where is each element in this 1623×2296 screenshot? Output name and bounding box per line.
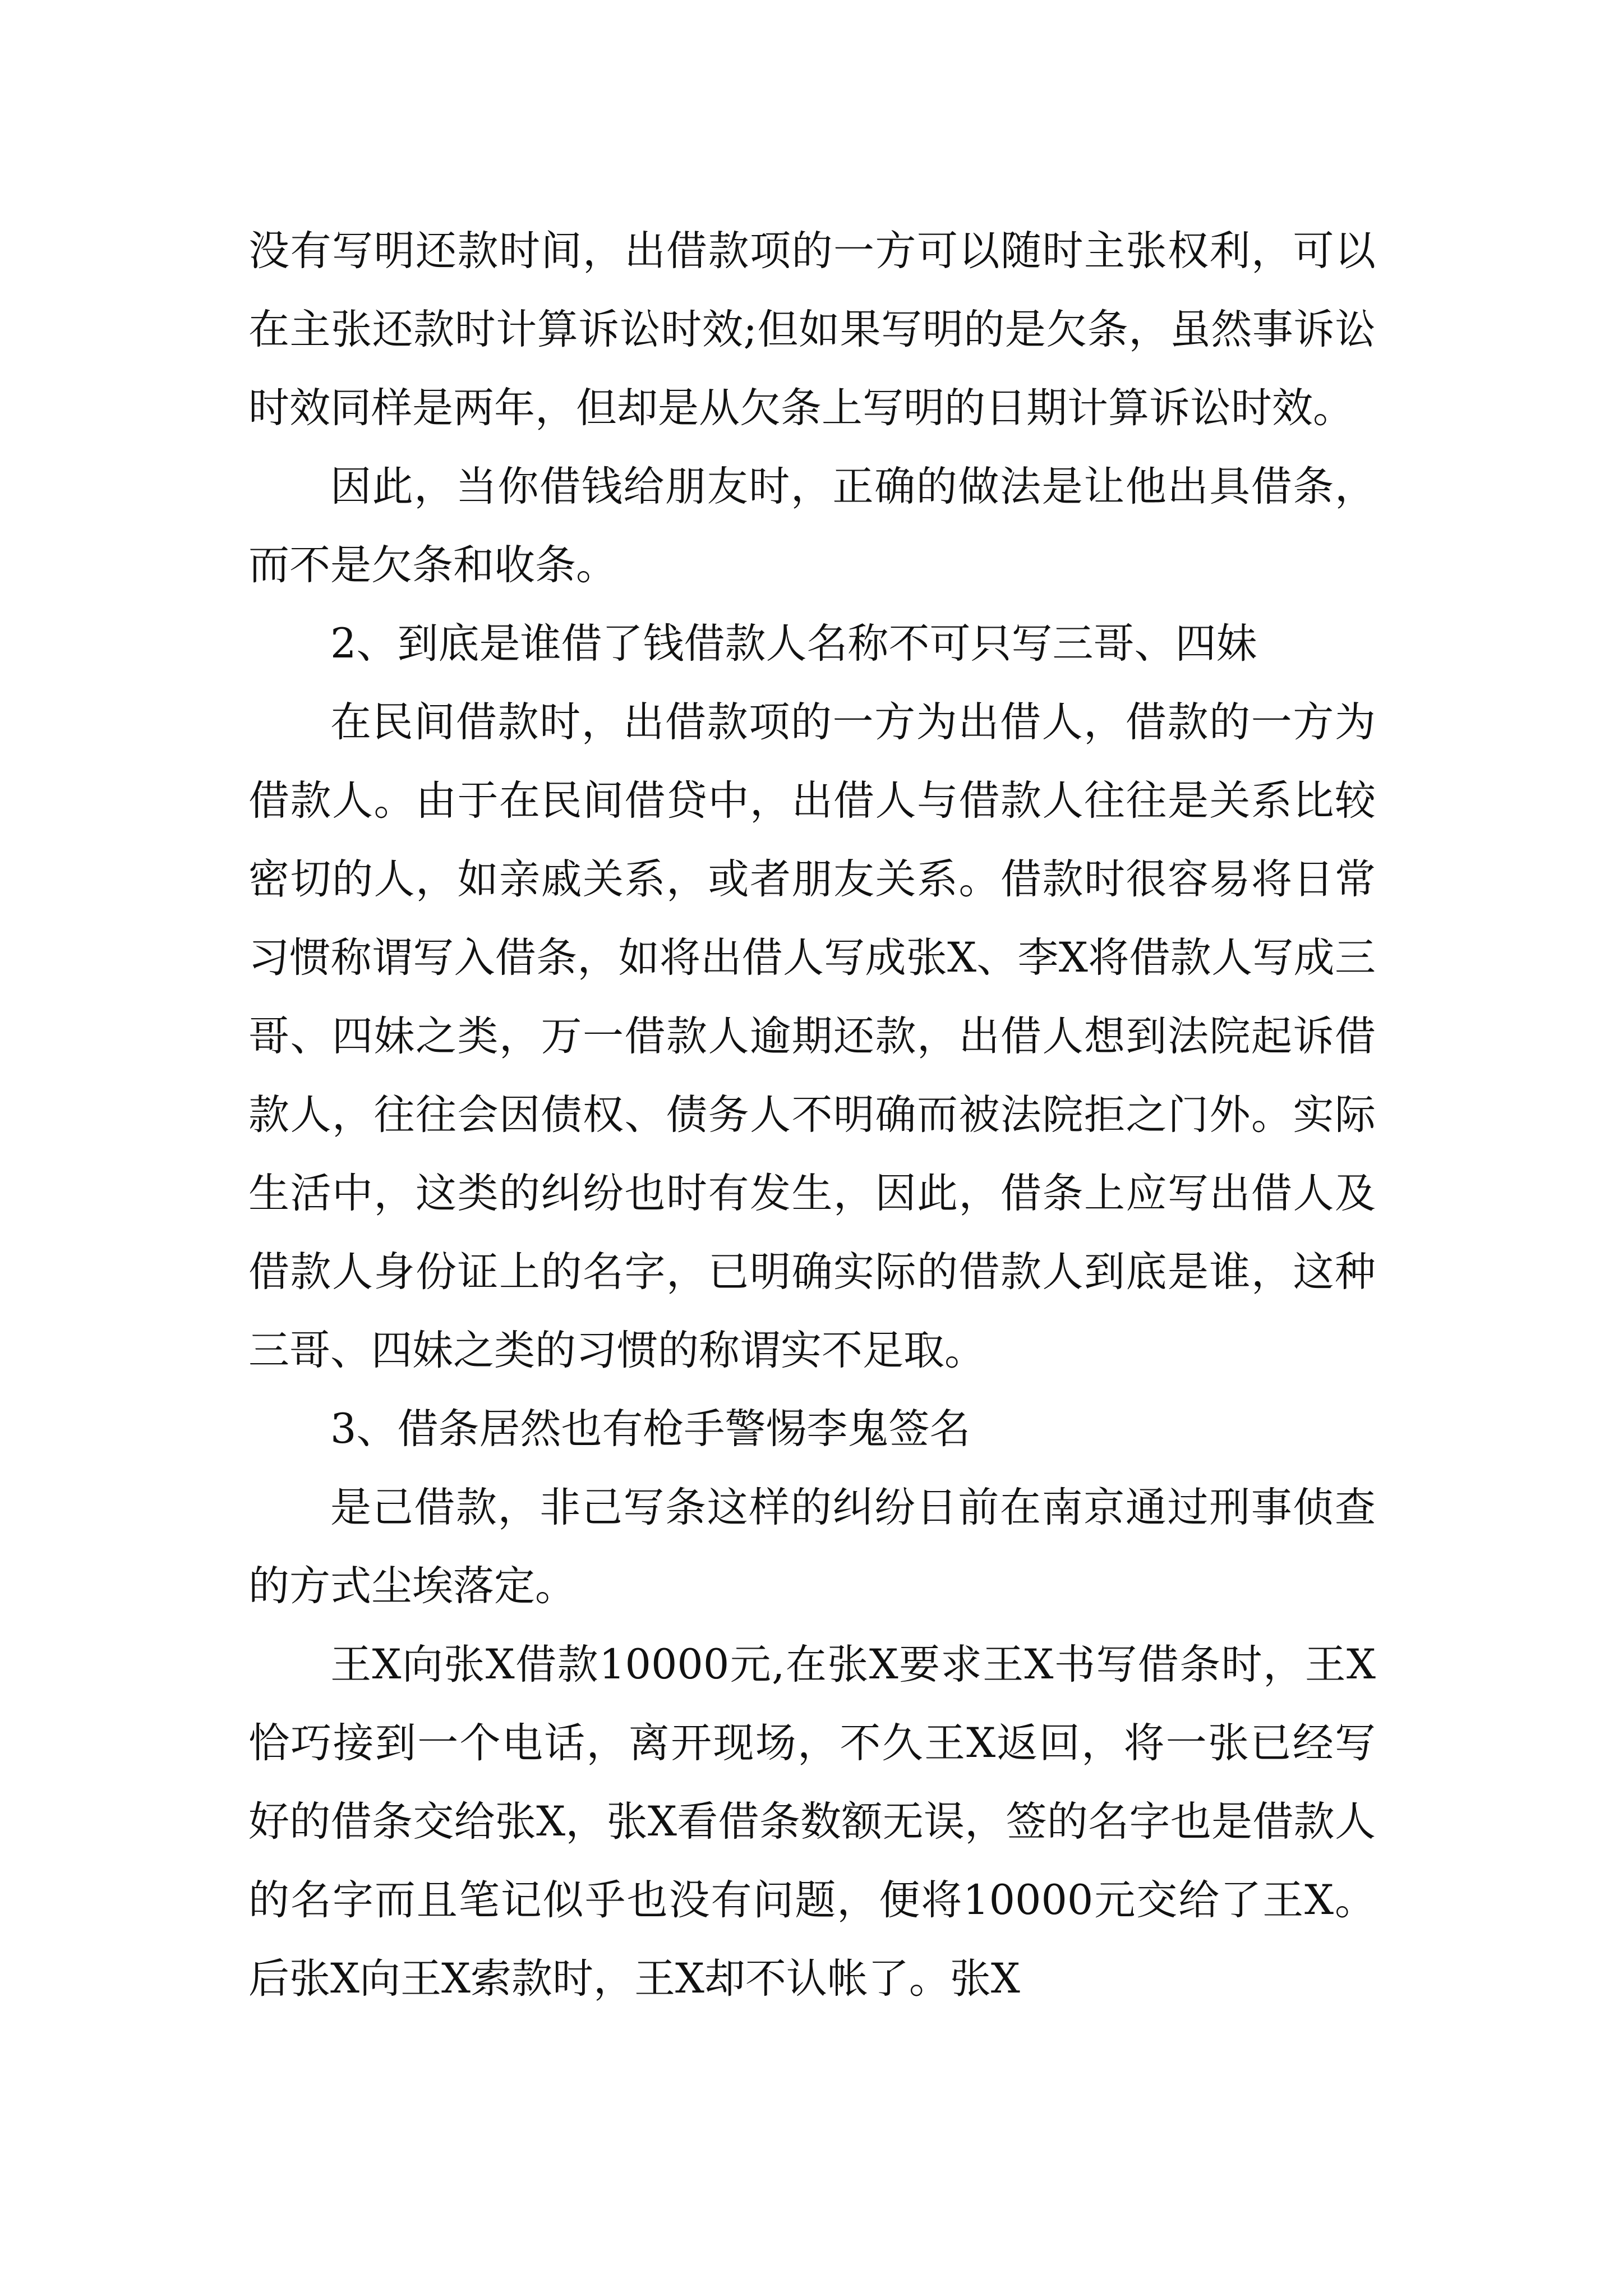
paragraph-5: 王X向张X借款10000元,在张X要求王X书写借条时，王X恰巧接到一个电话，离开现场，不久王X返回，将一张已经写好的借条交给张X，张X看借条数额无误，签的名字也是借款人的名字而且笔记似乎也没有问题，便将10000元交给了王X。后张X向王X索款时，王X却不认帐了。张X <box>248 1641 1376 2003</box>
paragraph-2: 因此，当你借钱给朋友时，正确的做法是让他出具借条，而不是欠条和收条。 <box>248 463 1376 589</box>
paragraph-1: 没有写明还款时间，出借款项的一方可以随时主张权利，可以在主张还款时计算诉讼时效;但如果写明的是欠条，虽然事诉讼时效同样是两年，但却是从欠条上写明的日期计算诉讼时效。 <box>248 227 1376 432</box>
paragraph-3: 在民间借款时，出借款项的一方为出借人，借款的一方为借款人。由于在民间借贷中，出借人与借款人往往是关系比较密切的人，如亲戚关系，或者朋友关系。借款时很容易将日常习惯称谓写入借条，如将出借人写成张X、李X将借款人写成三哥、四妹之类，万一借款人逾期还款，出借人想到法院起诉借款人，往往会因债权、债务人不明确而被法院拒之门外。实际生活中，这类的纠纷也时有发生，因此，借条上应写出借人及借款人身份证上的名字，已明确实际的借款人到底是谁，这种三哥、四妹之类的习惯的称谓实不足取。 <box>248 698 1376 1374</box>
section-heading-2: 2、到底是谁借了钱借款人名称不可只写三哥、四妹 <box>330 620 1257 668</box>
paragraph-4: 是己借款，非己写条这样的纠纷日前在南京通过刑事侦查的方式尘埃落定。 <box>248 1484 1376 1610</box>
section-heading-3: 3、借条居然也有枪手警惕李鬼签名 <box>330 1405 971 1453</box>
document-body <box>248 212 1376 2018</box>
